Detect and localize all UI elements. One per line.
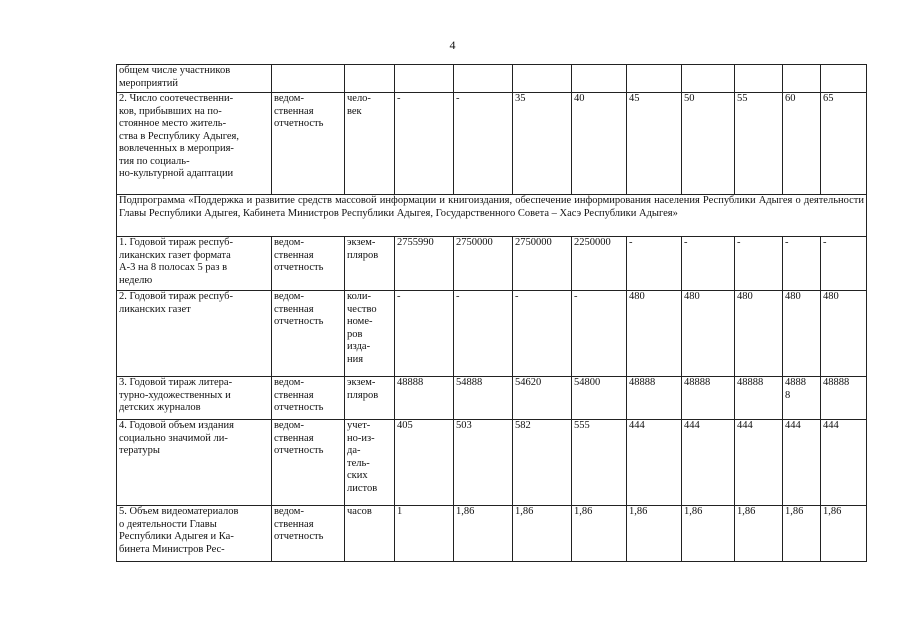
value-cell: 48888 [735, 377, 783, 420]
value-cell: 1,86 [682, 506, 735, 562]
value-cell [821, 65, 867, 93]
value-cell: 60 [783, 93, 821, 195]
value-cell: 65 [821, 93, 867, 195]
value-cell: 50 [682, 93, 735, 195]
unit-cell: учет- но-из- да- тель- ских листов [345, 420, 395, 506]
value-cell: 1,86 [735, 506, 783, 562]
unit-cell: экзем- пляров [345, 377, 395, 420]
value-cell: - [513, 291, 572, 377]
source-cell: ведом- ственная отчетность [272, 506, 345, 562]
value-cell: 405 [395, 420, 454, 506]
value-cell: 503 [454, 420, 513, 506]
unit-cell: часов [345, 506, 395, 562]
value-cell: - [735, 237, 783, 291]
value-cell: - [821, 237, 867, 291]
value-cell: - [395, 93, 454, 195]
value-cell: 480 [682, 291, 735, 377]
value-cell: 480 [783, 291, 821, 377]
value-cell: - [682, 237, 735, 291]
value-cell: - [627, 237, 682, 291]
table-row [117, 93, 867, 195]
value-cell: 48888 [395, 377, 454, 420]
value-cell: 48888 [682, 377, 735, 420]
value-cell: 555 [572, 420, 627, 506]
indicator-cell: общем числе участников мероприятий [117, 65, 272, 93]
value-cell: 35 [513, 93, 572, 195]
value-cell: 1,86 [627, 506, 682, 562]
value-cell: 40 [572, 93, 627, 195]
value-cell: 55 [735, 93, 783, 195]
value-cell: - [783, 237, 821, 291]
source-cell: ведом- ственная отчетность [272, 420, 345, 506]
indicators-table [116, 64, 867, 562]
indicator-cell: 4. Годовой объем издания социально значимой ли- тературы [117, 420, 272, 506]
table-row [117, 377, 867, 420]
value-cell [513, 65, 572, 93]
value-cell: 480 [627, 291, 682, 377]
value-cell: - [572, 291, 627, 377]
subprogram-row [117, 195, 867, 237]
table-row [117, 506, 867, 562]
subprogram-title: Подпрограмма «Поддержка и развитие средств массовой информации и книгоиздания, обеспечение информирования населения Республики Адыгея о деятельности Главы Республики Адыгея, Кабинета Министров Республики Адыгея, Государственного Совета – Хасэ Республики Адыгея» [117, 195, 867, 237]
page-number: 4 [449, 38, 456, 52]
source-cell: ведом- ственная отчетность [272, 93, 345, 195]
unit-cell: коли- чество номе- ров изда- ния [345, 291, 395, 377]
value-cell [454, 65, 513, 93]
value-cell: 444 [627, 420, 682, 506]
value-cell: 1 [395, 506, 454, 562]
value-cell: 2750000 [454, 237, 513, 291]
unit-cell [345, 65, 395, 93]
value-cell: 480 [735, 291, 783, 377]
unit-cell: экзем- пляров [345, 237, 395, 291]
value-cell: 444 [735, 420, 783, 506]
indicator-cell: 5. Объем видеоматериалов о деятельности Главы Республики Адыгея и Ка- бинета Министров Рес- [117, 506, 272, 562]
value-cell: 1,86 [513, 506, 572, 562]
value-cell: 54620 [513, 377, 572, 420]
value-cell: 444 [682, 420, 735, 506]
value-cell: 2750000 [513, 237, 572, 291]
value-cell: 2755990 [395, 237, 454, 291]
indicator-cell: 3. Годовой тираж литера- турно-художественных и детских журналов [117, 377, 272, 420]
value-cell: 45 [627, 93, 682, 195]
value-cell [627, 65, 682, 93]
source-cell: ведом- ственная отчетность [272, 237, 345, 291]
value-cell: 2250000 [572, 237, 627, 291]
value-cell: - [454, 291, 513, 377]
value-cell: 582 [513, 420, 572, 506]
table-row [117, 291, 867, 377]
unit-cell: чело- век [345, 93, 395, 195]
value-cell: - [454, 93, 513, 195]
value-cell: 1,86 [821, 506, 867, 562]
value-cell: 444 [821, 420, 867, 506]
value-cell [395, 65, 454, 93]
indicator-cell: 1. Годовой тираж респуб- ликанских газет формата А-3 на 8 полосах 5 раз в неделю [117, 237, 272, 291]
value-cell: 48888 [821, 377, 867, 420]
value-cell [572, 65, 627, 93]
value-cell: 1,86 [572, 506, 627, 562]
value-cell: - [395, 291, 454, 377]
value-cell: 480 [821, 291, 867, 377]
source-cell: ведом- ственная отчетность [272, 377, 345, 420]
table-row [117, 237, 867, 291]
value-cell: 54800 [572, 377, 627, 420]
indicator-cell: 2. Число соотечественни- ков, прибывших на по- стоянное место житель- ства в Республику Адыгея, вовлеченных в мероприя- тия по социаль- но-культурной адаптации [117, 93, 272, 195]
table-row [117, 420, 867, 506]
table-row [117, 65, 867, 93]
source-cell: ведом- ственная отчетность [272, 291, 345, 377]
indicator-cell: 2. Годовой тираж респуб- ликанских газет [117, 291, 272, 377]
source-cell [272, 65, 345, 93]
value-cell [735, 65, 783, 93]
value-cell: 1,86 [783, 506, 821, 562]
value-cell: 444 [783, 420, 821, 506]
value-cell: 4888 8 [783, 377, 821, 420]
value-cell: 54888 [454, 377, 513, 420]
value-cell: 48888 [627, 377, 682, 420]
value-cell [682, 65, 735, 93]
value-cell [783, 65, 821, 93]
value-cell: 1,86 [454, 506, 513, 562]
